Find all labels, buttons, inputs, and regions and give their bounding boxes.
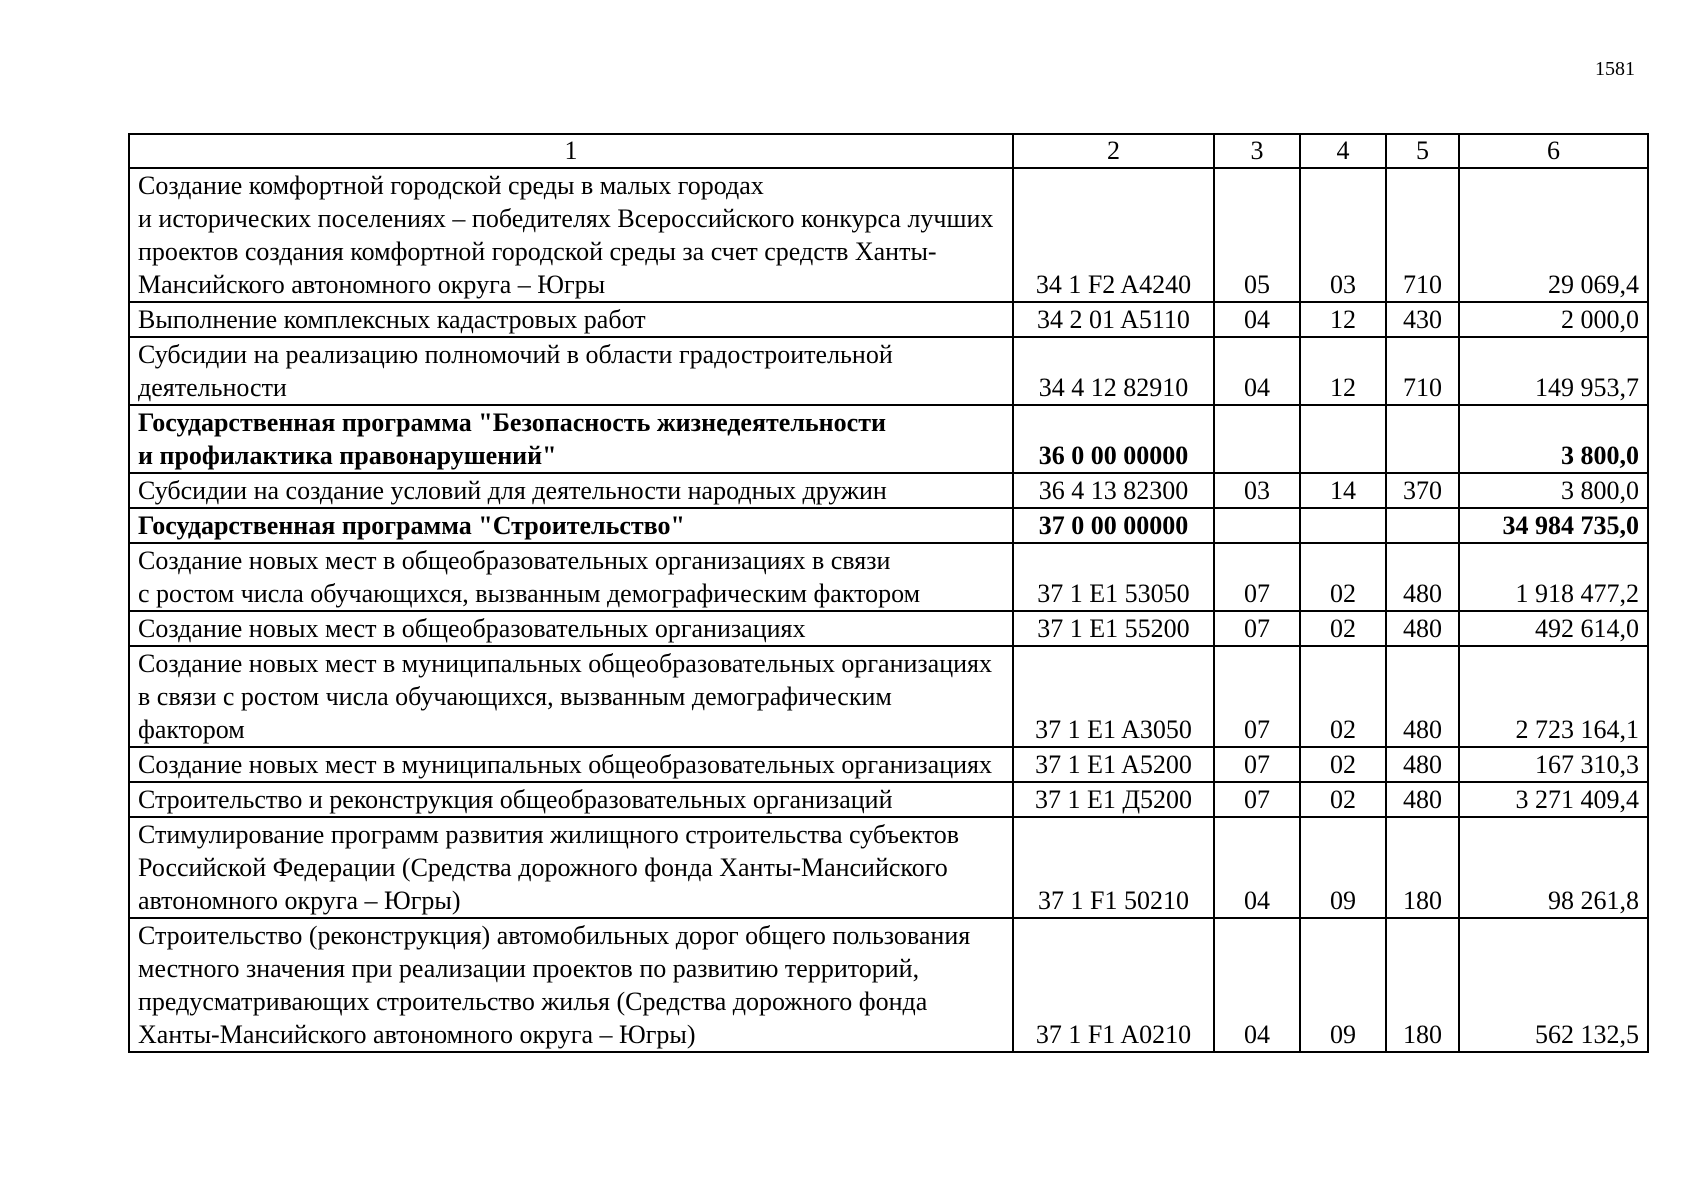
row-section-cell	[1214, 405, 1300, 473]
row-section-cell: 07	[1214, 747, 1300, 782]
table-row	[129, 611, 1648, 646]
row-amount-cell: 29 069,4	[1459, 168, 1648, 302]
row-expense-type-cell: 180	[1386, 918, 1459, 1052]
row-code-cell: 37 1 E1 A5200	[1013, 747, 1214, 782]
table-row	[129, 646, 1648, 747]
row-section-cell: 07	[1214, 782, 1300, 817]
table-row	[129, 302, 1648, 337]
row-subsection-cell: 12	[1300, 337, 1386, 405]
row-subsection-cell	[1300, 508, 1386, 543]
table-row	[129, 337, 1648, 405]
row-subsection-cell: 02	[1300, 646, 1386, 747]
table-header-row	[129, 134, 1648, 168]
table-row	[129, 918, 1648, 1052]
table-row	[129, 508, 1648, 543]
column-header-2: 2	[1013, 134, 1214, 168]
row-expense-type-cell: 370	[1386, 473, 1459, 508]
row-name-cell: Государственная программа "Безопасность жизнедеятельности и профилактика правонарушений"	[129, 405, 1013, 473]
row-name-cell: Государственная программа "Строительство"	[129, 508, 1013, 543]
row-amount-cell: 34 984 735,0	[1459, 508, 1648, 543]
row-expense-type-cell: 710	[1386, 168, 1459, 302]
row-code-cell: 37 1 F1 50210	[1013, 817, 1214, 918]
row-expense-type-cell: 180	[1386, 817, 1459, 918]
row-amount-cell: 167 310,3	[1459, 747, 1648, 782]
table-row	[129, 543, 1648, 611]
row-name-cell: Выполнение комплексных кадастровых работ	[129, 302, 1013, 337]
row-subsection-cell: 12	[1300, 302, 1386, 337]
row-code-cell: 37 1 E1 55200	[1013, 611, 1214, 646]
row-expense-type-cell: 710	[1386, 337, 1459, 405]
row-expense-type-cell	[1386, 405, 1459, 473]
column-header-3: 3	[1214, 134, 1300, 168]
row-expense-type-cell	[1386, 508, 1459, 543]
table-row	[129, 782, 1648, 817]
row-code-cell: 34 4 12 82910	[1013, 337, 1214, 405]
table-body	[129, 168, 1648, 1052]
column-header-1: 1	[129, 134, 1013, 168]
row-name-cell: Создание комфортной городской среды в малых городах и исторических поселениях – победителях Всероссийского конкурса лучших проектов создания комфортной городской среды за счет средств Ханты-Мансийского автономного округа – Югры	[129, 168, 1013, 302]
row-amount-cell: 3 271 409,4	[1459, 782, 1648, 817]
row-amount-cell: 149 953,7	[1459, 337, 1648, 405]
column-header-4: 4	[1300, 134, 1386, 168]
row-section-cell: 04	[1214, 302, 1300, 337]
row-subsection-cell: 02	[1300, 747, 1386, 782]
row-code-cell: 37 0 00 00000	[1013, 508, 1214, 543]
row-name-cell: Создание новых мест в муниципальных общеобразовательных организациях в связи с ростом числа обучающихся, вызванным демографическим фактором	[129, 646, 1013, 747]
budget-table	[128, 133, 1649, 1053]
row-section-cell: 07	[1214, 646, 1300, 747]
table-row	[129, 817, 1648, 918]
row-expense-type-cell: 480	[1386, 543, 1459, 611]
table-row	[129, 747, 1648, 782]
row-expense-type-cell: 480	[1386, 782, 1459, 817]
row-section-cell: 07	[1214, 543, 1300, 611]
row-amount-cell: 3 800,0	[1459, 473, 1648, 508]
row-code-cell: 34 1 F2 A4240	[1013, 168, 1214, 302]
row-subsection-cell: 03	[1300, 168, 1386, 302]
row-expense-type-cell: 480	[1386, 611, 1459, 646]
table-row	[129, 405, 1648, 473]
row-code-cell: 37 1 E1 A3050	[1013, 646, 1214, 747]
row-section-cell: 05	[1214, 168, 1300, 302]
row-section-cell: 04	[1214, 337, 1300, 405]
table-row	[129, 473, 1648, 508]
row-subsection-cell: 02	[1300, 611, 1386, 646]
row-name-cell: Стимулирование программ развития жилищного строительства субъектов Российской Федерации (Средства дорожного фонда Ханты-Мансийского автономного округа – Югры)	[129, 817, 1013, 918]
row-name-cell: Строительство (реконструкция) автомобильных дорог общего пользования местного значения при реализации проектов по развитию территорий, предусматривающих строительство жилья (Средства дорожного фонда Ханты-Мансийского автономного округа – Югры)	[129, 918, 1013, 1052]
row-code-cell: 36 0 00 00000	[1013, 405, 1214, 473]
row-section-cell: 03	[1214, 473, 1300, 508]
row-code-cell: 34 2 01 A5110	[1013, 302, 1214, 337]
column-header-5: 5	[1386, 134, 1459, 168]
row-expense-type-cell: 480	[1386, 747, 1459, 782]
row-subsection-cell	[1300, 405, 1386, 473]
row-name-cell: Строительство и реконструкция общеобразовательных организаций	[129, 782, 1013, 817]
row-amount-cell: 3 800,0	[1459, 405, 1648, 473]
row-section-cell: 04	[1214, 918, 1300, 1052]
row-subsection-cell: 02	[1300, 782, 1386, 817]
row-amount-cell: 98 261,8	[1459, 817, 1648, 918]
row-code-cell: 36 4 13 82300	[1013, 473, 1214, 508]
page-number: 1581	[1595, 58, 1635, 80]
row-name-cell: Субсидии на создание условий для деятельности народных дружин	[129, 473, 1013, 508]
row-name-cell: Субсидии на реализацию полномочий в области градостроительной деятельности	[129, 337, 1013, 405]
row-section-cell	[1214, 508, 1300, 543]
table-row	[129, 168, 1648, 302]
row-subsection-cell: 09	[1300, 918, 1386, 1052]
row-subsection-cell: 09	[1300, 817, 1386, 918]
row-name-cell: Создание новых мест в муниципальных общеобразовательных организациях	[129, 747, 1013, 782]
row-code-cell: 37 1 F1 A0210	[1013, 918, 1214, 1052]
row-section-cell: 04	[1214, 817, 1300, 918]
row-expense-type-cell: 430	[1386, 302, 1459, 337]
row-amount-cell: 2 000,0	[1459, 302, 1648, 337]
column-header-6: 6	[1459, 134, 1648, 168]
row-amount-cell: 2 723 164,1	[1459, 646, 1648, 747]
row-subsection-cell: 14	[1300, 473, 1386, 508]
row-subsection-cell: 02	[1300, 543, 1386, 611]
row-amount-cell: 562 132,5	[1459, 918, 1648, 1052]
row-expense-type-cell: 480	[1386, 646, 1459, 747]
row-code-cell: 37 1 E1 Д5200	[1013, 782, 1214, 817]
row-code-cell: 37 1 E1 53050	[1013, 543, 1214, 611]
row-amount-cell: 1 918 477,2	[1459, 543, 1648, 611]
row-name-cell: Создание новых мест в общеобразовательных организациях в связи с ростом числа обучающихся, вызванным демографическим фактором	[129, 543, 1013, 611]
row-amount-cell: 492 614,0	[1459, 611, 1648, 646]
row-section-cell: 07	[1214, 611, 1300, 646]
row-name-cell: Создание новых мест в общеобразовательных организациях	[129, 611, 1013, 646]
